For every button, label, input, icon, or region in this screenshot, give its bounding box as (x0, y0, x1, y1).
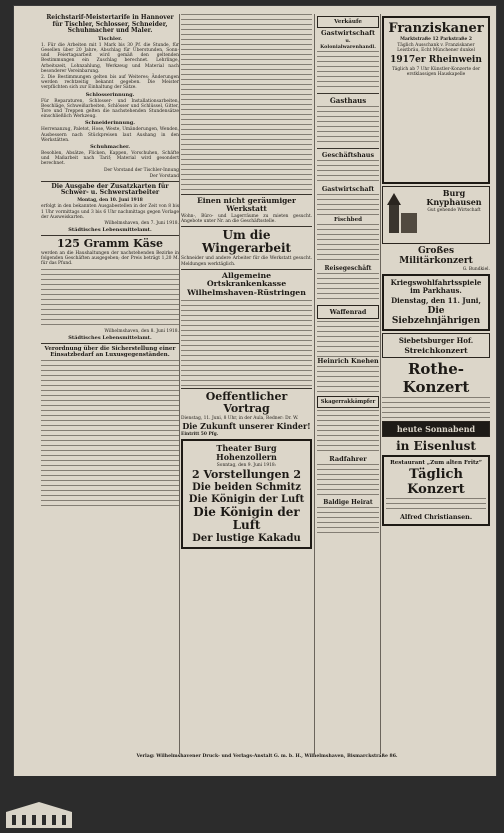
franziskaner-note: Täglich ab 7 Uhr Künstler-Konzerte der erstklassigen Hauskapelle (391, 66, 481, 77)
classified-ad: Waffenrad (329, 308, 367, 317)
rothe-concert: Rothe-Konzert (402, 360, 470, 396)
column-3 (317, 14, 379, 762)
newspaper-page (14, 6, 496, 776)
classified-text (317, 224, 379, 264)
siebets-ad (382, 333, 490, 358)
burg-ad (382, 186, 490, 244)
krankenkasse-text (181, 300, 312, 386)
body-text: werden an die Haushaltungen der nachstehenden Bezirke in folgenden Geschäften ausgegeben; der Preis beträgt 1,20 M. für das Pfund. (41, 251, 179, 267)
krieg-title: Kriegswohlfahrtsspiele im Parkhaus. (390, 278, 482, 295)
ordinance-text (41, 360, 179, 510)
divider (41, 181, 179, 182)
classified-ad: Heinrich Knehen (317, 357, 379, 366)
column-rule (380, 14, 381, 754)
ad-lecture-sub: Die Zukunft unserer Kinder! (182, 420, 311, 431)
column-rule (179, 14, 180, 754)
burg-title: Burg Knyphausen (426, 188, 482, 207)
viewer-background (0, 776, 504, 833)
classified-ad: Baldige Heirat (323, 499, 373, 507)
theater-line: Die beiden Schmitz (192, 482, 301, 494)
divider (181, 269, 312, 270)
classified-text (317, 106, 379, 146)
eisenlust-ad (382, 421, 490, 437)
column-4 (382, 14, 490, 762)
section-schlosser: Schlosserinnung. (85, 91, 135, 98)
classified-text (317, 507, 379, 537)
imprint-footer: Verlag: Wilhelmshavener Druck- und Verlags-Anstalt G. m. b. H., Wilhelmshaven, Bismarckstraße 86. (136, 754, 398, 759)
section-schneider: Schneiderinnung. (85, 120, 135, 127)
franziskaner-address: Marktstraße 12 Parkstraße 2 (400, 37, 472, 42)
restaurant-text (386, 498, 486, 512)
notice-date: Montag, den 10. Juni 1918 (77, 198, 143, 204)
classified-ad: Fischbed (333, 217, 363, 224)
restaurant-owner: Alfred Christiansen. (399, 513, 473, 521)
divider (181, 388, 312, 389)
body-text: Schneider und andere Arbeiter für die Werkstatt gesucht. Meldungen werktäglich. (181, 256, 312, 267)
classified-ad: Gasthaus (329, 96, 367, 106)
theater-line: 2 Vorstellungen 2 (192, 468, 301, 482)
divider (317, 148, 379, 149)
signature: Der Vorstand (149, 173, 179, 179)
krieg-play: Die Siebzehnjährigen (391, 306, 481, 326)
classified-ad: Radfahrer (329, 455, 367, 464)
classified-text (317, 51, 379, 91)
body-text: Dienstag, 11. Juni, 8 Uhr, in der Aula, Redner: Dr. W. (181, 415, 299, 421)
signature: Der Vorstand der Tischler-Innung (103, 167, 179, 173)
classified-text (317, 273, 379, 303)
classified-box (317, 396, 379, 408)
theater-line: Die Königin der Luft (188, 494, 305, 506)
date-line: Wilhelmshaven, den 8. Juni 1918. (104, 328, 179, 334)
eisenlust-line: heute Sonnabend (396, 424, 476, 434)
classified-ad: Gastwirtschaft (320, 29, 376, 37)
franziskaner-ad (382, 16, 490, 184)
classifieds-head: Verkäufe (334, 19, 362, 25)
column-2 (181, 14, 312, 762)
ad-wingert: Um die Wingerarbeit (201, 228, 292, 256)
classified-ad: Reisegeschäft (324, 265, 372, 273)
notice-title: Die Ausgabe der Zusatzkarten für Schwer- u. Schwerstarbeiter (51, 182, 169, 197)
ordinance-title: Verordnung über die Sicherstellung einer Einsatzbedarf an Luxusgegenständen. (44, 345, 176, 358)
body-text: Herrenanzug, Paletot, Hose, Weste, Umänderungen, Wenden, Ausbessern nach Stückpreisen laut Aushang in den Werkstätten. (41, 127, 179, 143)
theater-title: Theater Burg Hohenzollern (216, 443, 277, 462)
franziskaner-title: Franziskaner (388, 21, 484, 36)
divider (181, 194, 312, 195)
body-text: Wohn-, Büro- und Lagerräume zu mieten gesucht. Angebote unter Nr. an die Geschäftsstelle. (181, 214, 312, 225)
body-text: Besohlen, Absätze, Flicken, Kappen, Vorschuhen, Schäfte und Maßarbeit nach Tarif; Material wird gesondert berechnet. (41, 151, 179, 167)
siebets-title: Siebetsburger Hof. (398, 336, 474, 345)
restaurant-title: Restaurant „Zum alten Fritz“ (390, 460, 482, 466)
daily-concert: Täglich Konzert (407, 467, 465, 497)
divider (41, 235, 179, 236)
classified-box (317, 305, 379, 319)
classified-text (317, 160, 379, 184)
office-name: Städtisches Lebensmittelamt. (68, 227, 152, 234)
krieg-date: Dienstag, den 11. Juni, (391, 296, 481, 305)
classified-text (317, 194, 379, 216)
divider (181, 226, 312, 227)
franziskaner-line: Täglich Ausschank v. Franziskaner Leistbräu, Echt Münchener dunkel (397, 43, 475, 54)
theater-line: Die Königin der Luft (193, 505, 300, 533)
eisenlust-title: in Eisenlust (396, 439, 476, 453)
ad-lecture-tag: Eintritt 50 Pfg. (181, 431, 219, 437)
article-text (181, 14, 312, 192)
divider (317, 93, 379, 94)
body-text: erfolgt in den bekannten Ausgabestellen in der Zeit von 8 bis 1 Uhr vormittags und 3 bis 6 Uhr nachmittags gegen Vorlage der Ausweiskarten. (41, 204, 179, 220)
siebets-line: Streichkonzert (404, 346, 468, 355)
ad-krankenkasse: Allgemeine Ortskrankenkasse Wilhelmshaven-Rüstringen (187, 270, 306, 297)
franziskaner-wine: 1917er Rheinwein (390, 54, 482, 65)
burg-text: Gut gehende Wirtschaft (427, 208, 481, 213)
shop-list (41, 269, 179, 327)
classified-ad: u. Kolonialwarenhandl. (320, 38, 376, 51)
classifieds-head-box (317, 16, 379, 28)
section-tischler: Tischler. (97, 35, 123, 42)
classified-text (317, 464, 379, 498)
tariff-title: Reichstarif-Meistertarife in Hannover für Tischler, Schlosser, Schneider, Schuhmacher und Maler. (46, 14, 174, 35)
date-line: Wilhelmshaven, den 7. Juni 1918. (104, 221, 179, 227)
classified-text (317, 321, 379, 357)
castle-illustration (385, 191, 419, 235)
classified-ad: Gastwirtschaft (321, 185, 375, 194)
theater-ad (181, 439, 312, 549)
krieg-ad (382, 274, 490, 331)
signature: G. Bundkiel. (462, 267, 490, 272)
cheese-ration: 125 Gramm Käse (56, 237, 164, 251)
column-1 (41, 14, 179, 762)
section-schuhmacher: Schuhmacher. (90, 144, 130, 151)
divider (41, 343, 179, 344)
library-logo-icon (4, 800, 74, 830)
theater-line: Der lustige Kakadu (192, 533, 301, 545)
body-text: Für Reparaturen, Schlosser- und Installationsarbeiten, Beschläge, Schweißarbeiten, Schlösser und Schlüssel, Gitter, Tore und Treppen gelten die nachstehenden Stundensätze einschließlich Werkzeug. (41, 98, 179, 120)
office-name: Städtisches Lebensmittelamt. (68, 334, 152, 341)
military-concert: Großes Militärkonzert (399, 246, 473, 266)
body-text: 1. Für die Arbeiten mit 1 Mark bis 30 Pf. die Stunde, für Gesellen über 20 Jahre, Abschlag für Überstunden, Sonn- und Feiertagsarbeit wird gemäß den geltenden Bestimmungen ein Zuschlag berechnet. Lehrlinge, Arbeitszeit, Lohnzahlung, Werkzeug und Material nach besonderer Vereinbarung. (41, 42, 179, 74)
classified-text (317, 366, 379, 394)
ad-workshop: Einen nicht geräumiger Werkstatt (197, 196, 296, 213)
restaurant-ad (382, 455, 490, 526)
rothe-text (382, 397, 490, 419)
theater-date: Sonntag, den 9. Juni 1918: (216, 463, 277, 468)
classified-text (317, 410, 379, 454)
ad-lecture-title: Oeffentlicher Vortrag (205, 389, 288, 415)
classified-ad: Geschäftshaus (321, 151, 375, 160)
column-rule (314, 14, 315, 754)
classified-ad: Skagerrakkämpfer (320, 399, 376, 406)
body-text: 2. Die Bestimmungen gelten bis auf Weiteres; Änderungen werden rechtzeitig bekannt gegeben. Die Meister verpflichten sich zur Einhaltung der Sätze. (41, 75, 179, 91)
